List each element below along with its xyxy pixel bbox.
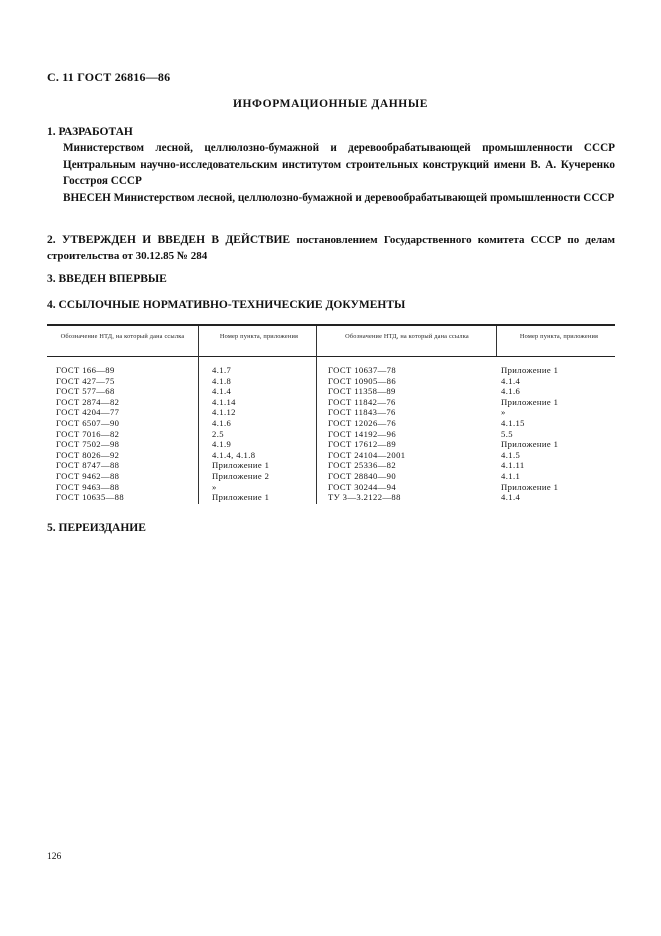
table-cell-clause: 4.1.9	[212, 439, 232, 450]
table-cell-designation: ГОСТ 17612—89	[328, 439, 397, 450]
page-title: ИНФОРМАЦИОННЫЕ ДАННЫЕ	[232, 98, 429, 110]
table-cell-clause: Приложение 1	[501, 481, 559, 492]
section-2-text: постановлением Государственного комитета СССР по делам строительства от 30.12.85 № 284	[47, 234, 616, 262]
table-cell-clause: 4.1.4	[501, 492, 521, 503]
table-cell-clause: 5.5	[501, 428, 513, 439]
table-cell-designation: ГОСТ 8747—88	[56, 460, 120, 471]
right-designation-column	[328, 365, 405, 503]
section-1-heading: 1. РАЗРАБОТАН	[47, 126, 133, 138]
table-cell-designation: ГОСТ 10905—86	[328, 375, 397, 386]
table-cell-clause: »	[212, 481, 217, 492]
section-2	[47, 232, 615, 264]
table-cell-designation: ГОСТ 9462—88	[56, 470, 120, 481]
table-cell-clause: 4.1.11	[501, 460, 525, 471]
page-number: 126	[47, 852, 62, 862]
table-cell-designation: ГОСТ 8026—92	[56, 449, 120, 460]
table-cell-designation: ГОСТ 28840—90	[328, 470, 397, 481]
table-cell-clause: 4.1.1	[501, 470, 521, 481]
table-header-cell: Номер пункта, приложения	[219, 333, 299, 340]
table-cell-designation: ГОСТ 25336—82	[328, 460, 397, 471]
section-3-heading: 3. ВВЕДЕН ВПЕРВЫЕ	[47, 273, 167, 285]
table-cell-designation: ГОСТ 6507—90	[56, 417, 120, 428]
table-header-cell: Обозначение НТД, на который дана ссылка	[345, 333, 469, 340]
table-cell-designation: ГОСТ 10637—78	[328, 365, 397, 375]
table-cell-clause: Приложение 1	[212, 460, 270, 471]
table-cell-designation: ГОСТ 30244—94	[328, 481, 397, 492]
table-cell-clause: 4.1.4	[501, 375, 521, 386]
table-cell-clause: »	[501, 407, 506, 418]
table-cell-designation: ГОСТ 166—89	[56, 365, 115, 375]
table-cell-clause: 2.5	[212, 428, 224, 439]
table-cell-designation: ГОСТ 9463—88	[56, 481, 120, 492]
section-1-developer-text: Министерством лесной, целлюлозно-бумажной и деревообрабатывающей промышленности СССР Центральным научно-исследовательским институтом строительных конструкций имени В. А. Кучеренко Госстроя СССР	[63, 142, 615, 187]
references-table	[47, 324, 615, 508]
table-cell-designation: ГОСТ 577—68	[56, 386, 115, 397]
table-cell-clause: Приложение 1	[212, 492, 270, 503]
table-cell-designation: ГОСТ 7016—82	[56, 428, 120, 439]
table-cell-designation: ГОСТ 14192—96	[328, 428, 397, 439]
section-4-heading: 4. ССЫЛОЧНЫЕ НОРМАТИВНО-ТЕХНИЧЕСКИЕ ДОКУМЕНТЫ	[47, 299, 406, 311]
table-cell-clause: 4.1.8	[212, 375, 232, 386]
table-cell-designation: ГОСТ 11358—89	[328, 386, 396, 397]
table-cell-designation: ТУ 3—3.2122—88	[328, 492, 401, 503]
table-cell-clause: 4.1.14	[212, 396, 236, 407]
table-cell-clause: Приложение 2	[212, 470, 270, 481]
left-designation-column	[56, 365, 124, 503]
table-cell-clause: Приложение 1	[501, 396, 559, 407]
running-header: С. 11 ГОСТ 26816—86	[47, 70, 171, 84]
table-header-rule	[47, 356, 615, 357]
table-cell-designation: ГОСТ 24104—2001	[328, 449, 406, 460]
table-cell-clause: 4.1.12	[212, 407, 236, 418]
section-5-heading: 5. ПЕРЕИЗДАНИЕ	[47, 522, 146, 534]
table-cell-designation: ГОСТ 7502—98	[56, 439, 120, 450]
table-cell-designation: ГОСТ 10635—88	[56, 492, 125, 503]
table-top-rule	[47, 324, 615, 326]
table-header-cell: Обозначение НТД, на который дана ссылка	[60, 333, 185, 340]
table-cell-clause: 4.1.4	[212, 386, 232, 397]
table-cell-clause: 4.1.5	[501, 449, 521, 460]
table-header-cell: Номер пункта, приложения	[519, 333, 599, 340]
table-cell-clause: 4.1.4, 4.1.8	[212, 449, 256, 460]
column-divider	[496, 326, 497, 356]
left-clause-column	[212, 365, 269, 503]
right-clause-column	[501, 365, 558, 503]
table-cell-designation: ГОСТ 12026—76	[328, 417, 397, 428]
table-cell-clause: Приложение 1	[501, 365, 559, 375]
section-1-introduced-text: ВНЕСЕН Министерством лесной, целлюлозно-бумажной и деревообрабатывающей промышленности СССР	[63, 192, 615, 204]
table-cell-designation: ГОСТ 11842—76	[328, 396, 396, 407]
section-2-heading: 2. УТВЕРЖДЕН И ВВЕДЕН В ДЕЙСТВИЕ	[47, 234, 291, 246]
table-cell-clause: 4.1.6	[212, 417, 232, 428]
column-divider	[316, 326, 317, 504]
table-cell-clause: Приложение 1	[501, 439, 559, 450]
table-cell-designation: ГОСТ 427—75	[56, 375, 115, 386]
table-cell-designation: ГОСТ 4204—77	[56, 407, 120, 418]
table-cell-designation: ГОСТ 2874—82	[56, 396, 120, 407]
table-cell-clause: 4.1.7	[212, 365, 232, 375]
table-cell-clause: 4.1.6	[501, 386, 521, 397]
column-divider	[198, 326, 199, 504]
table-cell-designation: ГОСТ 11843—76	[328, 407, 396, 418]
table-cell-clause: 4.1.15	[501, 417, 525, 428]
